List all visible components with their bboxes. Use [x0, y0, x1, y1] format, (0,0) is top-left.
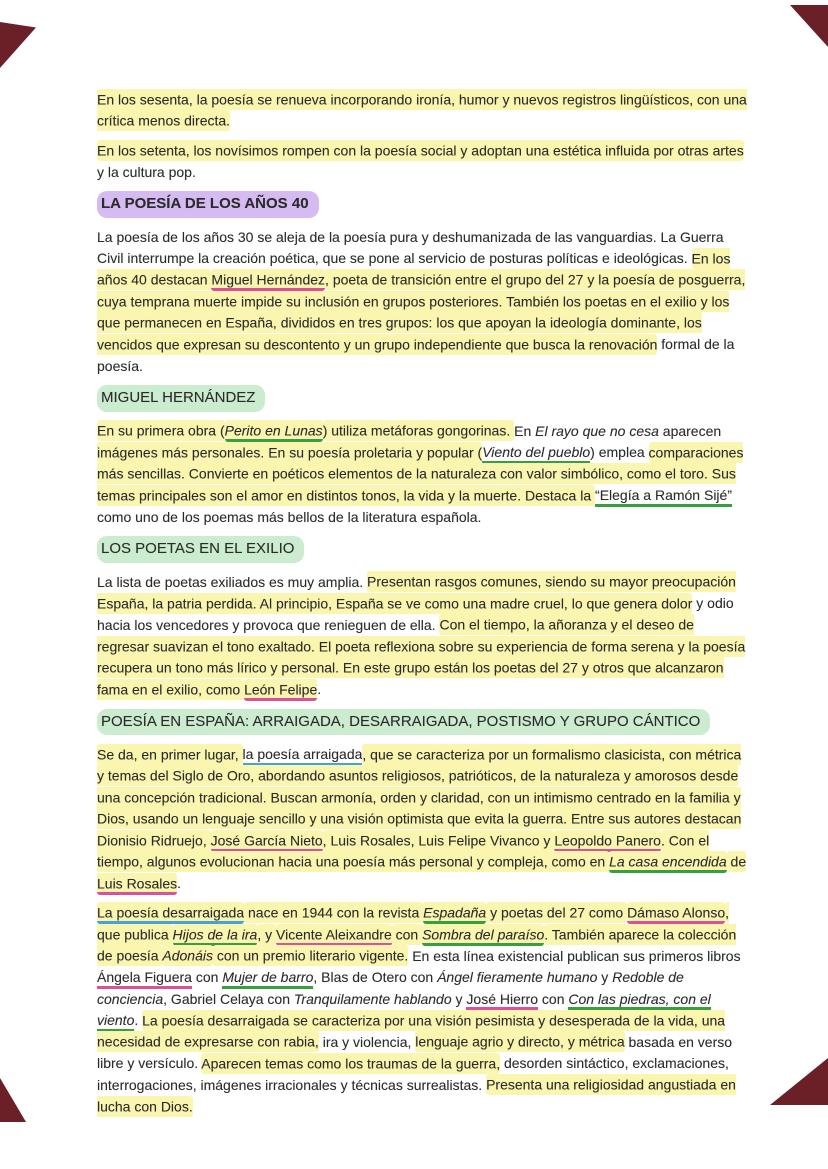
page-corner-artifact-br: [770, 1058, 828, 1105]
highlighted-text: nace en 1944 con la revista: [244, 902, 423, 923]
highlighted-text: La poesía desarraigada se caracteriza por una visión pesimista y desesperada de la vida, una necesidad de expresarse con rabia,: [97, 1010, 725, 1053]
text-run: En: [514, 422, 536, 439]
text-run: con: [538, 990, 569, 1007]
underlined-term: Espadaña: [423, 902, 486, 924]
highlighted-text: Presenta una religiosidad angustiada en lucha con Dios.: [97, 1074, 736, 1117]
text-run: y: [451, 990, 467, 1007]
underlined-term: La poesía desarraigada: [97, 902, 244, 924]
underlined-term: Mujer de barro: [222, 969, 313, 989]
underlined-term: Hijos de la ira: [173, 924, 258, 946]
text-run: .: [177, 875, 182, 891]
highlighted-text: con: [392, 924, 422, 945]
underlined-term: Sombra del paraíso: [422, 924, 544, 946]
text-run: .: [134, 1012, 143, 1028]
paragraph: [97, 572, 749, 701]
text-run: aparecen: [658, 422, 722, 439]
highlighted-text: lenguaje agrio y directo, y métrica: [415, 1031, 624, 1052]
highlighted-text: En los años 40 destacan: [97, 248, 730, 291]
section-heading: [97, 191, 749, 218]
underlined-term: Vicente Aleixandre: [276, 924, 392, 946]
highlighted-text: con un premio literario vigente.: [213, 945, 408, 966]
section-heading-pill: MIGUEL HERNÁNDEZ: [97, 385, 265, 412]
text-run: , Gabriel Celaya con: [163, 990, 294, 1007]
paragraph: [97, 89, 749, 132]
underlined-term: la poesía arraigada: [243, 746, 363, 766]
paragraph: [97, 903, 749, 1118]
text-run: y la cultura pop.: [97, 163, 196, 180]
highlighted-text: , y: [257, 924, 276, 945]
page-corner-artifact-tl: [0, 22, 36, 68]
highlighted-text: ) utiliza metáforas gongorinas.: [323, 420, 514, 441]
text-run: , Blas de Otero con: [313, 969, 438, 985]
highlighted-text: Adonáis: [162, 945, 213, 966]
paragraph: [97, 227, 749, 378]
underlined-term: Ángela Figuera: [97, 969, 192, 989]
highlighted-text: , que se caracteriza por un formalismo clasicista, con métrica y temas del Siglo de Oro, abordando asuntos religiosos, patrióticos, de la naturaleza y amorosos desde una concepción tradicional. Buscan armonía, orden y claridad, con un intimismo centrado en la familia y Dios, usando un lenguaje sencillo y una visión optimista que evita la guerra. Entre sus autores destacan Dionisio Ridruejo,: [97, 744, 741, 851]
paragraph: [97, 744, 749, 895]
section-heading-pill: LOS POETAS EN EL EXILIO: [97, 536, 304, 563]
section-heading-pill: LA POESÍA DE LOS AÑOS 40: [97, 191, 319, 218]
page-corner-artifact-tr: [790, 5, 828, 47]
highlighted-text: Se da, en primer lugar,: [97, 744, 243, 765]
highlighted-text: Con el tiempo, la añoranza y el deseo de regresar suavizan el tono exaltado. El poeta reflexiona sobre su experiencia de forma serena y la poesía recupera un tono más lírico y personal. En este grupo están los poetas del 27 y otros que alcanzaron fama en el exilio, como: [97, 614, 745, 700]
text-run: como uno de los poemas más bellos de la literatura española.: [97, 508, 482, 525]
text-run: .: [317, 681, 322, 697]
section-heading: [97, 536, 749, 563]
text-run: La poesía de los años 30 se aleja de la poesía pura y deshumanizada de las vanguardias. La Guerra Civil interrumpe la creación poética, que se pone al servicio de posturas políticas e ideológicas.: [97, 228, 724, 266]
text-run: ira y violencia,: [318, 1033, 416, 1050]
highlighted-text: imágenes más personales. En su poesía proletaria y popular (: [97, 442, 482, 463]
underlined-term: Perito en Lunas: [225, 420, 323, 442]
highlighted-text: En los sesenta, la poesía se renueva incorporando ironía, humor y nuevos registros lingüísticos, con una crítica menos directa.: [97, 89, 747, 132]
text-run: La lista de poetas exiliados es muy amplia.: [97, 573, 368, 590]
underlined-term: Viento del pueblo: [482, 444, 590, 464]
highlighted-text: comparaciones más sencillas. Convierte en poéticos elementos de la naturaleza con valor simbólico, como el toro. Sus temas principales son el amor en distintos tonos, la vida y la muerte. Destaca la: [97, 442, 743, 506]
underlined-term: Con las piedras, con el viento: [97, 991, 711, 1032]
highlighted-text: Aparecen temas como los traumas de la guerra,: [201, 1053, 500, 1074]
text-run: El rayo que no cesa: [535, 422, 659, 439]
underlined-term: José Hierro: [466, 991, 538, 1011]
section-heading: [97, 709, 749, 736]
underlined-term: Luis Rosales: [97, 873, 177, 895]
underlined-term: José García Nieto: [211, 830, 323, 852]
underlined-term: Miguel Hernández: [211, 269, 325, 291]
highlighted-text: , poeta de transición entre el grupo del 27 y la poesía de posguerra, cuya temprana muerte impide su inclusión en grupos posteriores. También los poetas en el exilio y los que permanecen en España, divididos en tres grupos: los que apoyan la ideología dominante, los vencidos que expresan su descontento y un grupo independiente que busca la renovación: [97, 269, 745, 355]
underlined-term: La casa encendida: [609, 851, 727, 873]
text-run: En esta línea existencial publican sus primeros libros: [408, 947, 741, 964]
page-corner-artifact-bl: [0, 1078, 26, 1122]
text-run: y odio hacia los vencedores y provoca que renieguen de ella.: [97, 595, 734, 633]
underlined-term: Dámaso Alonso: [627, 902, 725, 924]
text-run: Redoble de conciencia: [97, 969, 684, 1007]
text-run: desorden sintáctico, exclamaciones, interrogaciones, imágenes irracionales y técnicas surrealistas.: [97, 1055, 729, 1093]
text-run: Tranquilamente hablando: [293, 990, 452, 1007]
paragraph: [97, 421, 749, 529]
text-run: basada en verso libre y versículo.: [97, 1033, 733, 1071]
highlighted-text: Presentan rasgos comunes, siendo su mayor preocupación España, la patria perdida. Al principio, España se ve como una madre cruel, lo que genera dolor: [97, 571, 736, 614]
section-heading-pill: POESÍA EN ESPAÑA: ARRAIGADA, DESARRAIGADA, POSTISMO Y GRUPO CÁNTICO: [97, 709, 710, 736]
highlighted-text: de: [727, 851, 746, 872]
highlighted-text: . Con el tiempo, algunos evolucionan hacia una poesía más personal y compleja, como en: [97, 830, 709, 873]
underlined-term: Leopoldo Panero: [554, 830, 661, 852]
paragraph: [97, 140, 749, 183]
underlined-term: León Felipe: [244, 679, 317, 701]
highlighted-text: , Luis Rosales, Luis Felipe Vivanco y: [323, 830, 555, 851]
text-run: y: [597, 969, 613, 985]
document-body: [97, 89, 749, 1126]
highlighted-text: . También aparece la colección de poesía: [97, 924, 736, 967]
text-run: Ángel fieramente humano: [437, 969, 598, 985]
section-heading: [97, 385, 749, 412]
highlighted-text: y poetas del 27 como: [486, 902, 627, 923]
text-run: formal de la poesía.: [97, 336, 735, 374]
underlined-term: “Elegía a Ramón Sijé”: [595, 487, 732, 507]
text-run: ) emplea: [590, 444, 649, 460]
highlighted-text: , que publica: [97, 902, 729, 945]
highlighted-text: En los setenta, los novísimos rompen con la poesía social y adoptan una estética influida por otras artes: [97, 140, 744, 161]
highlighted-text: En su primera obra (: [97, 420, 225, 441]
text-run: con: [191, 969, 223, 985]
